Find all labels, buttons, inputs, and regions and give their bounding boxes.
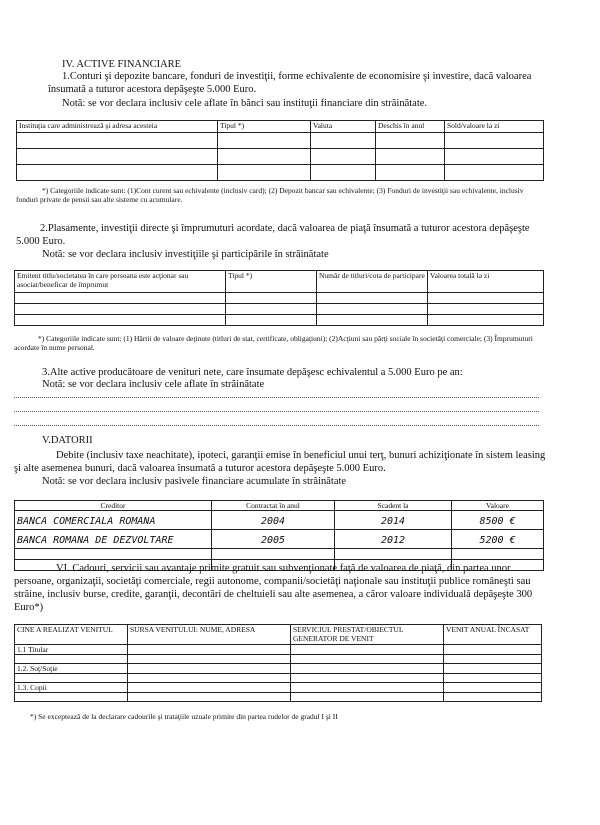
section5-note: Notă: se vor declara inclusiv pasivele financiare acumulate în străinătate [42, 476, 347, 487]
section4-item2: 2.Plasamente, investiţii directe şi împrumuturi acordate, dacă valoarea de piaţă însumată a tuturor acestora depăşeşte 5.000 Euro. [16, 223, 530, 247]
table3-footnote: *) Se exceptează de la declarare cadourile şi trataţiile uzuale primite din partea rudelor de gradul I şi II [30, 712, 338, 721]
table-row [17, 165, 544, 181]
table-row [15, 511, 544, 530]
due-year-cell: 2014 [380, 516, 406, 527]
section4-item2-note: Notă: se vor declara inclusiv investiţiile şi participările în străinătate [42, 249, 329, 260]
row-label: 1.2. Soţ/Soţie [15, 664, 128, 674]
table-row [15, 304, 544, 315]
row-label: 1.3. Copii [15, 683, 128, 693]
col-header: SERVICIUL PRESTAT/OBIECTUL GENERATOR DE VENIT [291, 625, 444, 645]
col-header: Număr de titluri/cota de participare [317, 271, 428, 293]
col-header: CINE A REALIZAT VENITUL [15, 625, 128, 645]
section4-title: IV. ACTIVE FINANCIARE [62, 59, 182, 70]
row-label: 1.1 Titular [15, 645, 128, 655]
col-header: Valoare [452, 501, 544, 511]
col-header: Valoarea totală la zi [428, 271, 544, 293]
col-header: Scadent la [335, 501, 452, 511]
value-cell: 5200 € [479, 535, 516, 546]
table-row [17, 149, 544, 165]
table-row [15, 549, 544, 560]
contract-year-cell: 2005 [260, 535, 286, 546]
section4-item3: 3.Alte active producătoare de venituri nete, care însumate depăşesc echivalentul a 5.000 Euro pe an: [42, 367, 463, 378]
col-header: Tipul *) [226, 271, 317, 293]
financial-accounts-table [16, 120, 544, 181]
col-header: Deschis în anul [376, 121, 445, 133]
creditor-cell: BANCA COMERCIALA ROMANA [17, 516, 156, 527]
table-row [15, 683, 542, 693]
col-header: Tipul *) [218, 121, 311, 133]
blank-line [14, 397, 539, 398]
contract-year-cell: 2004 [260, 516, 286, 527]
blank-line [14, 411, 539, 412]
blank-line [14, 425, 539, 426]
col-header: Contractat în anul [212, 501, 335, 511]
gifts-table [14, 624, 542, 702]
table1-footnote: *) Categoriile indicate sunt: (1)Cont curent sau echivalente (inclusiv card); (2) Depozit bancar sau echivalente; (3) Fonduri de investiţii sau echivalente, inclusiv fonduri private de pensii sau alte sisteme cu acumulare. [16, 186, 524, 204]
col-header: Creditor [15, 501, 212, 511]
section6-text: VI. Cadouri, servicii sau avantaje primite gratuit sau subvenţionate faţă de valoarea de piaţă, din partea unor persoane, organizaţii, societăţi comerciale, regii autonome, companii/societăţi naţionale sau instituţii publice româneşti sau străine, inclusiv burse, credite, garanţii, decontări de cheltuieli sau alte asemenea, a căror valoare individuală depăşeşte 300 Euro*) [14, 563, 533, 613]
col-header: Emitent titlu/societatea în care persoana este acţionar sau asociat/beneficar de împrumut [15, 271, 226, 293]
debts-table [14, 500, 544, 571]
table-row [15, 693, 542, 702]
table-row [15, 315, 544, 326]
col-header: SURSA VENITULUI: NUME, ADRESA [128, 625, 291, 645]
section5-text: Debite (inclusiv taxe neachitate), ipoteci, garanţii emise în beneficiul unui terţ, bunuri achiziţionate în sistem leasing şi alte asemenea bunuri, dacă valoarea însumată a tuturor acestora depăşeşte 5.000 Euro. [14, 450, 546, 474]
table2-footnote: *) Categoriile indicate sunt: (1) Hârtii de valoare deţinute (titluri de stat, certificate, obligaţiuni); (2)Acţiuni sau părţi sociale în societăţi comerciale; (3) Împrumuturi acordate în nume personal. [14, 334, 533, 352]
investments-table [14, 270, 544, 326]
col-header: Sold/valoare la zi [445, 121, 544, 133]
col-header: Valuta [311, 121, 376, 133]
table-row [15, 530, 544, 549]
section5-title: V.DATORII [42, 435, 93, 446]
value-cell: 8500 € [479, 516, 516, 527]
table-row [15, 655, 542, 664]
due-year-cell: 2012 [380, 535, 406, 546]
section4-item1: 1.Conturi şi depozite bancare, fonduri de investiţii, forme echivalente de economisire şi investire, dacă valoarea însumată a tuturor acestora depăşeşte 5.000 Euro. [48, 71, 532, 95]
col-header: Instituţia care administrează şi adresa acesteia [17, 121, 218, 133]
table-row [15, 664, 542, 674]
table-row [17, 133, 544, 149]
table-row [15, 293, 544, 304]
table-row [15, 645, 542, 655]
col-header: VENIT ANUAL ÎNCASAT [444, 625, 542, 645]
section4-item1-note: Notă: se vor declara inclusiv cele aflate în bănci sau instituţii financiare din străinătate. [62, 98, 428, 109]
section4-item3-note: Notă: se vor declara inclusiv cele aflate în străinătate [42, 379, 265, 390]
table-row [15, 674, 542, 683]
creditor-cell: BANCA ROMANA DE DEZVOLTARE [17, 535, 174, 546]
